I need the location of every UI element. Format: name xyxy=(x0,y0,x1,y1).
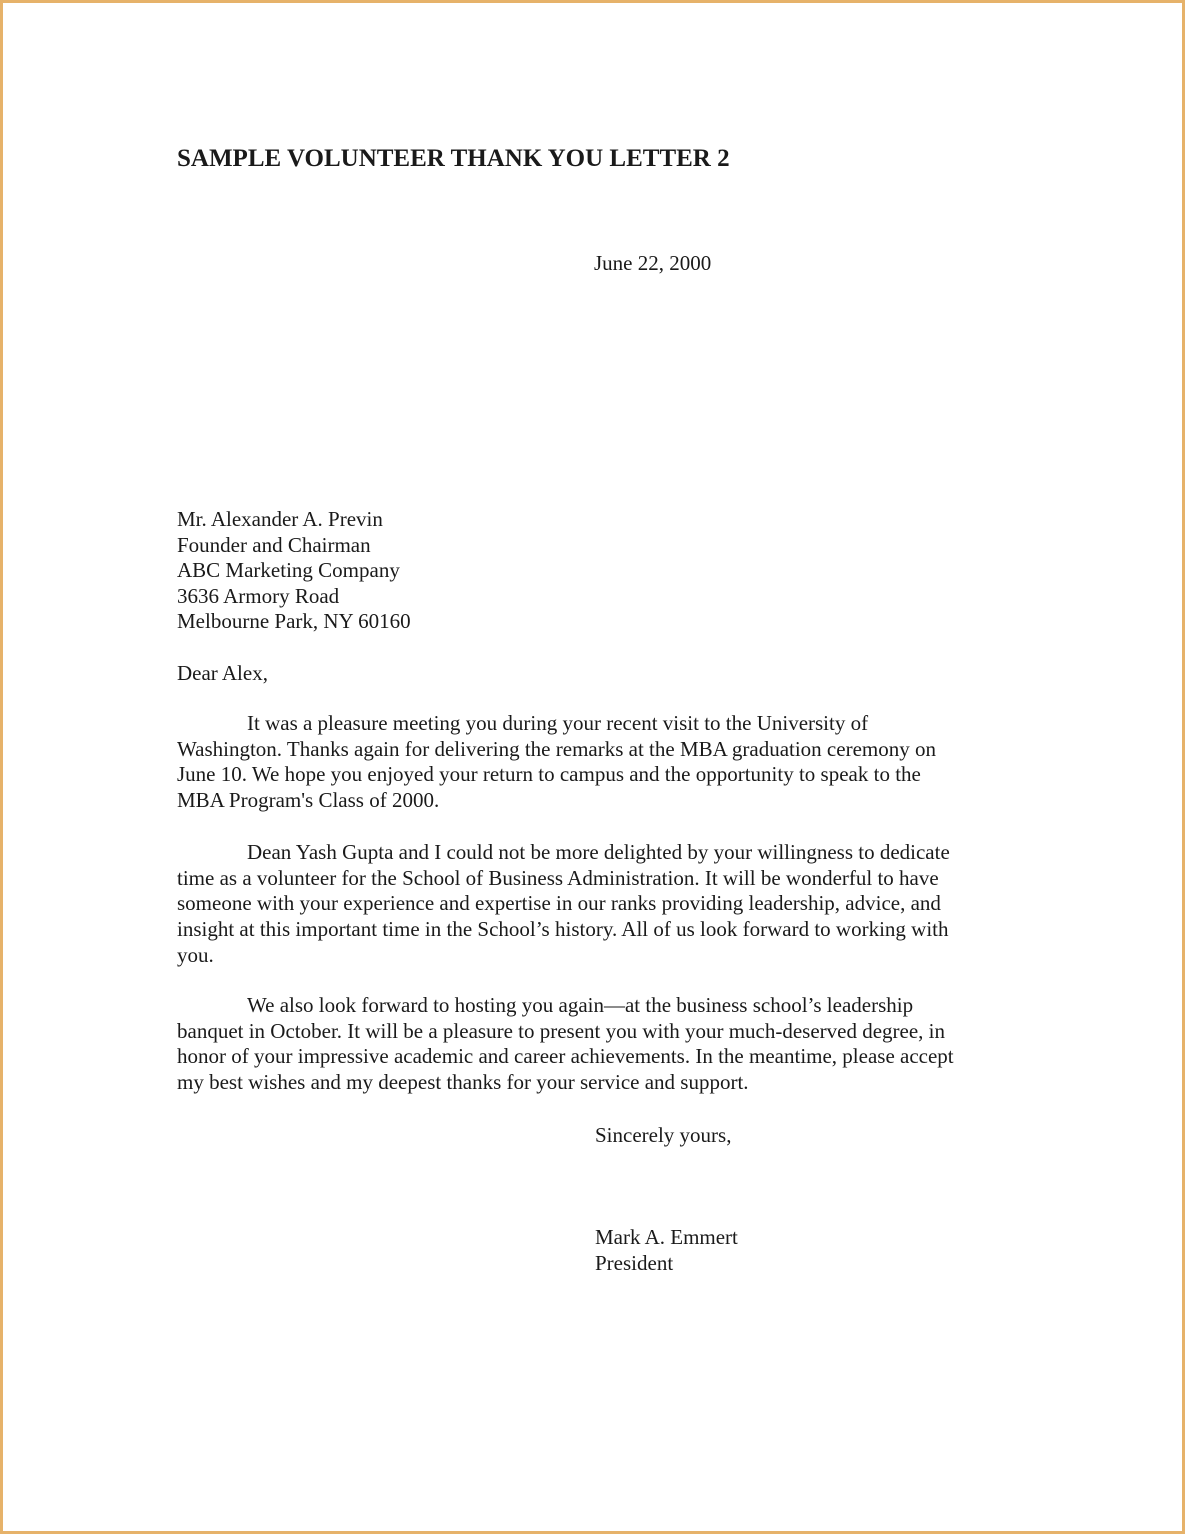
paragraph-line: you. xyxy=(177,942,214,967)
closing: Sincerely yours, xyxy=(595,1123,732,1147)
paragraph-line: MBA Program's Class of 2000. xyxy=(177,788,440,813)
paragraph-line: Washington. Thanks again for delivering the remarks at the MBA graduation ceremony on xyxy=(177,736,936,761)
paragraph-line: time as a volunteer for the School of Business Administration. It will be wonderful to have xyxy=(177,865,939,890)
paragraph-line: Dean Yash Gupta and I could not be more delighted by your willingness to dedicate xyxy=(247,840,950,864)
recipient-company: ABC Marketing Company xyxy=(177,558,400,582)
paragraph-line: my best wishes and my deepest thanks for your service and support. xyxy=(177,1070,749,1095)
signer-name: Mark A. Emmert xyxy=(595,1225,738,1249)
letter-title: SAMPLE VOLUNTEER THANK YOU LETTER 2 xyxy=(177,145,730,172)
recipient-address xyxy=(177,507,411,635)
recipient-city-state-zip: Melbourne Park, NY 60160 xyxy=(177,609,411,633)
recipient-street: 3636 Armory Road xyxy=(177,583,340,608)
paragraph-line: We also look forward to hosting you again—at the business school’s leadership xyxy=(247,993,914,1017)
signer-title: President xyxy=(595,1251,674,1275)
paragraph-line: insight at this important time in the School’s history. All of us look forward to working with xyxy=(177,917,949,942)
letter-date: June 22, 2000 xyxy=(594,251,712,275)
recipient-name: Mr. Alexander A. Previn xyxy=(177,507,383,531)
paragraph-line: honor of your impressive academic and career achievements. In the meantime, please accept xyxy=(177,1044,954,1069)
paragraph-line: banquet in October. It will be a pleasure to present you with your much-deserved degree, in xyxy=(177,1018,946,1043)
body-paragraph-1 xyxy=(177,711,936,814)
recipient-position: Founder and Chairman xyxy=(177,532,371,557)
paragraph-line: It was a pleasure meeting you during your recent visit to the University of xyxy=(247,711,869,735)
salutation: Dear Alex, xyxy=(177,661,268,685)
paragraph-line: someone with your experience and expertise in our ranks providing leadership, advice, and xyxy=(177,891,941,916)
body-paragraph-3 xyxy=(177,993,954,1096)
signature-block xyxy=(595,1224,738,1276)
body-paragraph-2 xyxy=(177,840,950,968)
paragraph-line: June 10. We hope you enjoyed your return to campus and the opportunity to speak to the xyxy=(177,762,921,787)
